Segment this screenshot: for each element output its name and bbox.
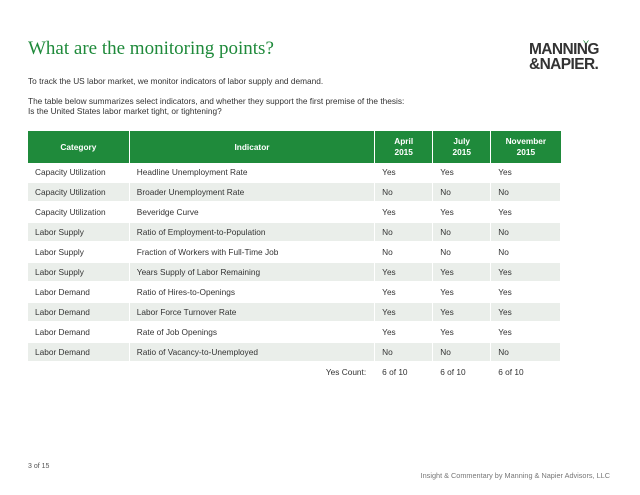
- cell-april-2015: Yes: [375, 302, 433, 322]
- yes-count-november: 6 of 10: [491, 362, 561, 382]
- cell-indicator: Broader Unemployment Rate: [129, 182, 374, 202]
- header-july-2015: [433, 131, 491, 163]
- cell-july-2015: Yes: [433, 202, 491, 222]
- cell-indicator: Ratio of Hires-to-Openings: [129, 282, 374, 302]
- logo-line-2: &NAPIER.: [529, 56, 599, 73]
- cell-category: Capacity Utilization: [28, 182, 129, 202]
- indicators-table: [28, 131, 561, 383]
- table-row: [28, 222, 561, 242]
- cell-november-2015: Yes: [491, 262, 561, 282]
- cell-april-2015: No: [375, 342, 433, 362]
- table-row: [28, 242, 561, 262]
- cell-indicator: Headline Unemployment Rate: [129, 163, 374, 182]
- cell-indicator: Years Supply of Labor Remaining: [129, 262, 374, 282]
- cell-category: Labor Supply: [28, 222, 129, 242]
- table-row: [28, 342, 561, 362]
- cell-november-2015: No: [491, 182, 561, 202]
- yes-count-april: 6 of 10: [375, 362, 433, 382]
- cell-category: Capacity Utilization: [28, 163, 129, 182]
- totals-row: [28, 362, 561, 382]
- cell-november-2015: No: [491, 222, 561, 242]
- yes-count-july: 6 of 10: [433, 362, 491, 382]
- cell-category: Labor Demand: [28, 322, 129, 342]
- table-header-row: [28, 131, 561, 163]
- cell-april-2015: Yes: [375, 262, 433, 282]
- cell-indicator: Fraction of Workers with Full-Time Job: [129, 242, 374, 262]
- cell-july-2015: Yes: [433, 282, 491, 302]
- summary-text: The table below summarizes select indicators, and whether they support the first premise of the thesis:: [28, 96, 405, 106]
- cell-july-2015: No: [433, 182, 491, 202]
- cell-indicator: Labor Force Turnover Rate: [129, 302, 374, 322]
- header-category: Category: [28, 131, 129, 163]
- cell-november-2015: No: [491, 342, 561, 362]
- cell-april-2015: Yes: [375, 282, 433, 302]
- cell-november-2015: No: [491, 242, 561, 262]
- yes-count-label: Yes Count:: [28, 362, 375, 382]
- thesis-question: Is the United States labor market tight, or tightening?: [28, 106, 222, 116]
- header-november-2015: [491, 131, 561, 163]
- cell-category: Labor Demand: [28, 302, 129, 322]
- cell-april-2015: Yes: [375, 322, 433, 342]
- cell-april-2015: Yes: [375, 163, 433, 182]
- cell-april-2015: Yes: [375, 202, 433, 222]
- page-number: 3 of 15: [28, 463, 50, 470]
- cell-category: Capacity Utilization: [28, 202, 129, 222]
- cell-july-2015: Yes: [433, 322, 491, 342]
- page-title: What are the monitoring points?: [28, 38, 274, 59]
- header-november-label: November 2015: [505, 136, 547, 157]
- header-indicator: Indicator: [129, 131, 374, 163]
- header-april-label: April 2015: [394, 136, 414, 157]
- cell-april-2015: No: [375, 182, 433, 202]
- cell-july-2015: No: [433, 222, 491, 242]
- cell-july-2015: Yes: [433, 262, 491, 282]
- cell-april-2015: No: [375, 242, 433, 262]
- cell-july-2015: No: [433, 342, 491, 362]
- table-row: [28, 163, 561, 182]
- cell-november-2015: Yes: [491, 302, 561, 322]
- cell-category: Labor Demand: [28, 282, 129, 302]
- table-row: [28, 322, 561, 342]
- cell-november-2015: Yes: [491, 202, 561, 222]
- header-july-label: July 2015: [452, 136, 471, 157]
- cell-indicator: Beveridge Curve: [129, 202, 374, 222]
- cell-indicator: Rate of Job Openings: [129, 322, 374, 342]
- table-row: [28, 302, 561, 322]
- table-row: [28, 262, 561, 282]
- cell-indicator: Ratio of Employment-to-Population: [129, 222, 374, 242]
- cell-november-2015: Yes: [491, 282, 561, 302]
- cell-april-2015: No: [375, 222, 433, 242]
- table-row: [28, 282, 561, 302]
- cell-november-2015: Yes: [491, 322, 561, 342]
- company-logo: [529, 40, 609, 74]
- cell-category: Labor Demand: [28, 342, 129, 362]
- intro-text: To track the US labor market, we monitor indicators of labor supply and demand.: [28, 76, 324, 86]
- logo-line-1: MANNING: [529, 41, 599, 58]
- cell-november-2015: Yes: [491, 163, 561, 182]
- cell-indicator: Ratio of Vacancy-to-Unemployed: [129, 342, 374, 362]
- footer-text: Insight & Commentary by Manning & Napier Advisors, LLC: [420, 471, 610, 480]
- cell-category: Labor Supply: [28, 262, 129, 282]
- cell-july-2015: Yes: [433, 302, 491, 322]
- table-row: [28, 202, 561, 222]
- cell-july-2015: No: [433, 242, 491, 262]
- cell-july-2015: Yes: [433, 163, 491, 182]
- header-april-2015: [375, 131, 433, 163]
- cell-category: Labor Supply: [28, 242, 129, 262]
- table-row: [28, 182, 561, 202]
